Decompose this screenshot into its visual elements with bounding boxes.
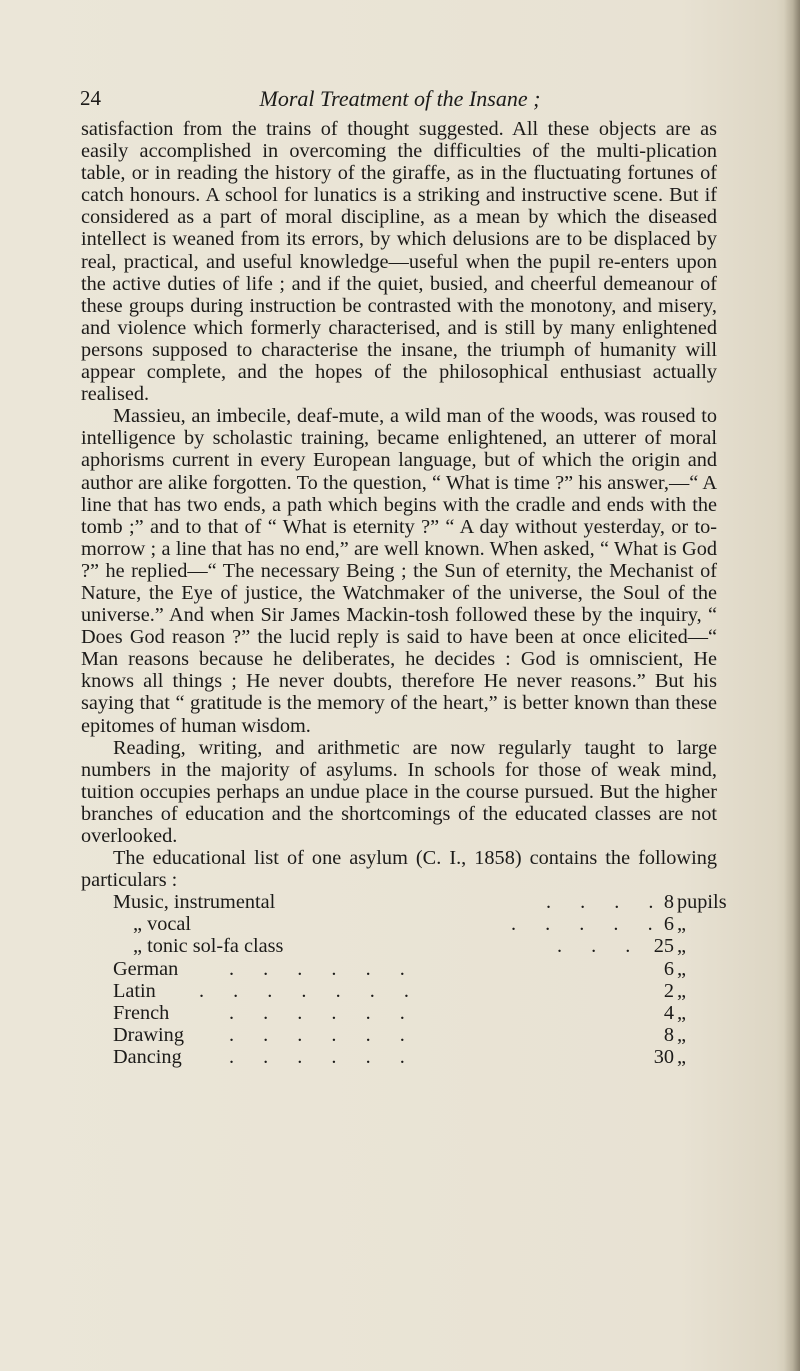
subject-name: German — [113, 957, 179, 980]
unit-label: „ — [677, 979, 687, 1002]
subject-name: Drawing — [113, 1023, 184, 1046]
list-item — [81, 891, 727, 914]
body-text — [81, 118, 727, 1068]
pupil-count: 8 — [663, 1023, 674, 1046]
unit-label: „ — [677, 1023, 687, 1046]
paragraph-3: Reading, writing, and arithmetic are now regularly taught to large numbers in the majority of asylums. In schools for those of weak mind, tuition occupies perhaps an undue place in the course pursued. But the higher branches of education and the shortcomings of the educated classes are not overlooked. — [81, 736, 717, 847]
unit-label: „ — [677, 957, 687, 980]
subject-name: „ vocal — [133, 913, 191, 936]
pupil-count: 4 — [663, 1001, 674, 1024]
paragraph-4: The educational list of one asylum (C. I., 1858) contains the following particulars : — [81, 847, 717, 892]
page-number: 24 — [80, 86, 101, 110]
leader-dots: . . . . — [546, 891, 666, 914]
paragraph-2: Massieu, an imbecile, deaf-mute, a wild man of the woods, was roused to intelligence by scholastic training, became enlightened, an utterer of moral aphorisms current in every European language, but of which the origin and author are alike forgotten. To the question, “ What is time ?” his answer,—“ A line that has two ends, a path which begins with the cradle and ends with the tomb ;” and to that of “ What is eternity ?” “ A day without yesterday, or to-morrow ; a line that has no end,” are well known. When asked, “ What is God ?” he replied—“ The necessary Being ; the Sun of eternity, the Mechanist of Nature, the Eye of justice, the Watchmaker of the universe, the Soul of the universe.” And when Sir James Mackin-tosh followed these by the inquiry, “ Does God reason ?” the lucid reply is said to have been at once elicited—“ Man reasons because he deliberates, he decides : God is omniscient, He knows all things ; He never doubts, therefore He never reasons.” But his saying that “ gratitude is the memory of the heart,” is better known than these epitomes of human wisdom. — [81, 405, 717, 737]
pupil-count: 6 — [663, 957, 674, 980]
leader-dots: . . . . . . — [229, 957, 417, 980]
educational-list — [81, 891, 727, 1068]
pupil-count: 8 — [663, 891, 674, 914]
subject-name: Dancing — [113, 1045, 182, 1068]
leader-dots: . . . — [557, 935, 643, 958]
pupil-count: 25 — [653, 935, 674, 958]
list-item — [81, 913, 717, 935]
list-item — [81, 1024, 717, 1046]
pupil-count: 2 — [663, 979, 674, 1002]
running-title: Moral Treatment of the Insane ; — [259, 86, 541, 111]
leader-dots: . . . . . — [511, 913, 665, 936]
pupil-count: 30 — [653, 1045, 674, 1068]
page-header — [80, 86, 720, 116]
unit-label: „ — [677, 935, 687, 958]
subject-name: Music, instrumental — [113, 891, 276, 914]
unit-label: pupils — [677, 891, 727, 914]
leader-dots: . . . . . . — [229, 1045, 417, 1068]
unit-label: „ — [677, 1045, 687, 1068]
subject-name: Latin — [113, 979, 156, 1002]
list-item — [81, 980, 717, 1002]
unit-label: „ — [677, 1001, 687, 1024]
pupil-count: 6 — [663, 913, 674, 936]
leader-dots: . . . . . . . — [199, 979, 421, 1002]
list-item — [81, 935, 717, 957]
leader-dots: . . . . . . — [229, 1001, 417, 1024]
subject-name: French — [113, 1001, 170, 1024]
list-item — [81, 958, 717, 980]
subject-name: „ tonic sol-fa class — [133, 935, 284, 958]
list-item — [81, 1002, 717, 1024]
list-item — [81, 1046, 717, 1068]
paragraph-1: satisfaction from the trains of thought suggested. All these objects are as easily accomplished in overcoming the difficulties of the multi-plication table, or in reading the history of the giraffe, as in the fluctuating fortunes of catch honours. A school for lunatics is a striking and instructive scene. But if considered as a part of moral discipline, as a mean by which the diseased intellect is weaned from its errors, by which delusions are to be displaced by real, practical, and useful knowledge—useful when the pupil re-enters upon the active duties of life ; and if the quiet, busied, and cheerful demeanour of these groups during instruction be contrasted with the monotony, and misery, and violence which formerly characterised, and is still by many enlightened persons supposed to characterise the insane, the triumph of humanity will appear complete, and the hopes of the philosophical enthusiast actually realised. — [81, 118, 717, 406]
unit-label: „ — [677, 913, 687, 936]
leader-dots: . . . . . . — [229, 1023, 417, 1046]
page-edge-shadow — [784, 0, 800, 1371]
